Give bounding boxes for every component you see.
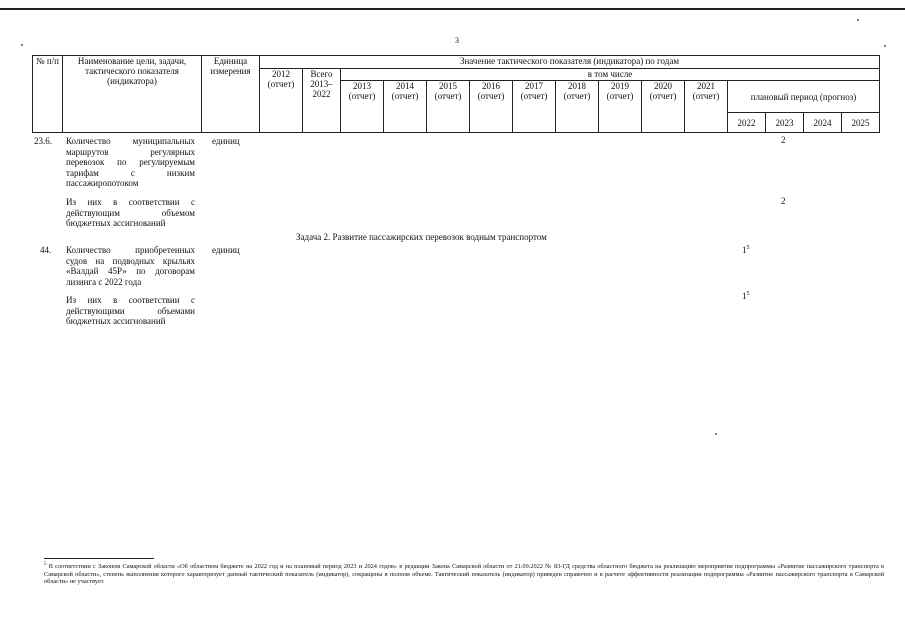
indicator-table-header xyxy=(32,55,880,133)
header-year-2019: 2019 (отчет) xyxy=(599,81,642,133)
footnote-separator xyxy=(44,558,154,559)
scan-speck xyxy=(857,19,859,21)
row-sub-name: Из них в соответствии с действующими объемами бюджетных ассигнований xyxy=(66,295,195,327)
header-year-2023: 2023 xyxy=(766,113,804,133)
header-year-2016: 2016 (отчет) xyxy=(470,81,513,133)
header-group-title: Значение тактического показателя (индикатора) по годам xyxy=(260,56,880,69)
header-year-2020: 2020 (отчет) xyxy=(642,81,685,133)
header-year-2012: 2012 (отчет) xyxy=(260,69,303,133)
row-unit: единиц xyxy=(212,245,240,255)
row-unit: единиц xyxy=(212,136,240,146)
header-name: Наименование цели, задачи, тактического показателя (индикатора) xyxy=(63,56,202,133)
footnote: $^5$ В соответствии с Законом Самарской области «Об областном бюджете на 2022 год и на плановый период 2023 и 2024 годов» в редакции Закона Самарской области от 21.09.2022 № 83-ГД средства областного бюджета на реализацию мероприятия подпрограммы «Развитие пассажирского транспорта в Самарской области», степень выполнения которого характеризует данный тактический показатель (индикатор), сокращены в полном объеме. Тактический показатель (индикатор) приведен справочно и в расчете эффективности реализации подпрограммы «Развитие пассажирского транспорта в Самарской области» не участвует. xyxy=(44,562,884,586)
row-value-2023: 2 xyxy=(781,135,786,145)
row-number: 23.6. xyxy=(34,136,52,146)
page-number: 3 xyxy=(455,36,459,45)
scan-speck xyxy=(715,433,717,435)
scan-speck xyxy=(21,44,23,46)
row-value-2022: $1^5$ xyxy=(742,245,750,255)
header-year-2022: 2022 xyxy=(728,113,766,133)
header-year-2015: 2015 (отчет) xyxy=(427,81,470,133)
header-year-2018: 2018 (отчет) xyxy=(556,81,599,133)
page-top-border xyxy=(0,8,905,10)
row-indicator-name: Количество муниципальных маршрутов регулярных перевозок по регулируемым тарифам с низким пассажиропотоком xyxy=(66,136,195,189)
header-year-2017: 2017 (отчет) xyxy=(513,81,556,133)
header-unit: Единица измерения xyxy=(202,56,260,133)
task-heading: Задача 2. Развитие пассажирских перевозок водным транспортом xyxy=(296,232,547,242)
header-subgroup: в том числе xyxy=(341,69,880,81)
row-sub-name: Из них в соответствии с действующим объемом бюджетных ассигнований xyxy=(66,197,195,229)
scan-speck xyxy=(884,45,886,47)
row-sub-value-2023: 2 xyxy=(781,196,786,206)
row-sub-value-2022: $1^5$ xyxy=(742,291,750,301)
header-year-2013: 2013 (отчет) xyxy=(341,81,384,133)
header-plan-period: плановый период (прогноз) xyxy=(728,81,880,113)
header-num: № п/п xyxy=(33,56,63,133)
row-number: 44. xyxy=(40,245,52,255)
row-indicator-name: Количество приобретенных судов на подводных крыльях «Валдай 45Р» по договорам лизинга с 2022 года xyxy=(66,245,195,287)
header-year-2024: 2024 xyxy=(804,113,842,133)
header-total: Всего 2013–2022 xyxy=(303,69,341,133)
header-year-2025: 2025 xyxy=(842,113,880,133)
header-year-2014: 2014 (отчет) xyxy=(384,81,427,133)
header-year-2021: 2021 (отчет) xyxy=(685,81,728,133)
